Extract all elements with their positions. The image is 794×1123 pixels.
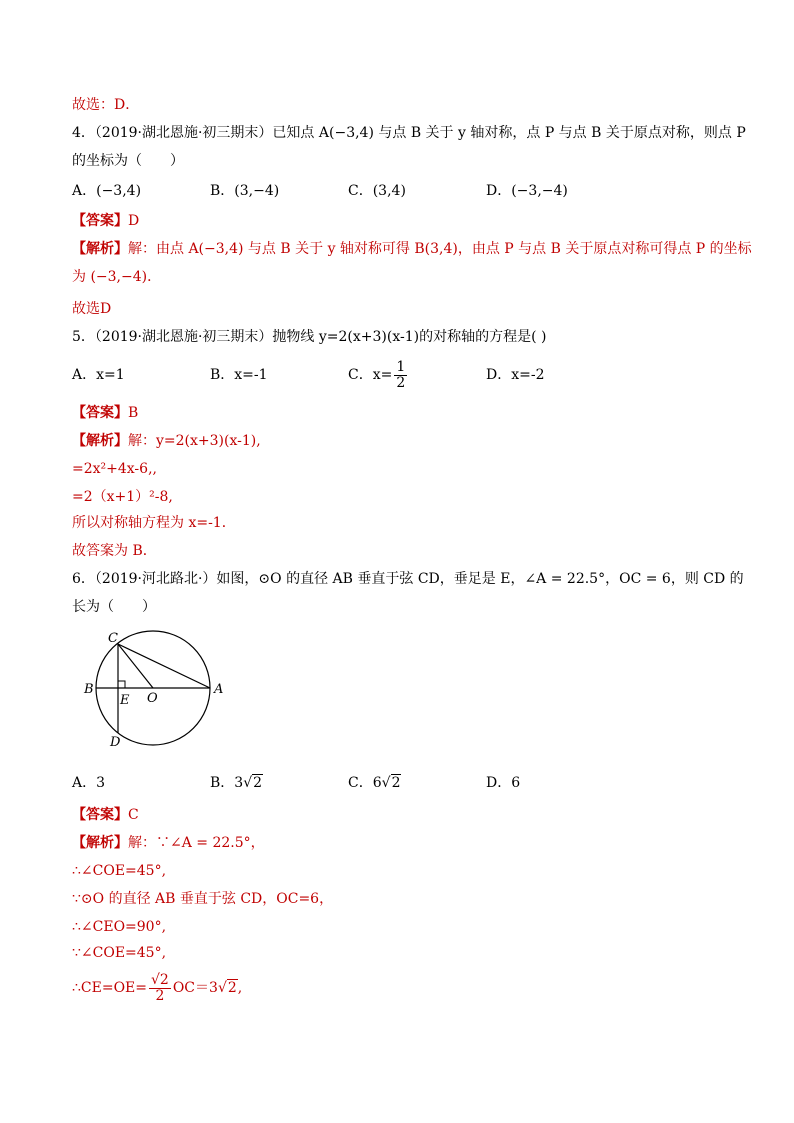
q5-analysis-text1: 解：y=2(x+3)(x-1), (128, 433, 261, 449)
q4-stem-line1: 4．（2019·湖北恩施·初三期末）已知点 A(−3,4) 与点 B 关于 y 轴对称，点 P 与点 B 关于原点对称，则点 P (72, 125, 746, 141)
right-angle-mark (118, 681, 125, 688)
q6-analysis-line5: ∵∠COE=45°, (72, 945, 167, 961)
q5-analysis-line1 (72, 432, 261, 450)
q6-option-b-prefix: B． (210, 775, 235, 791)
q6-analysis-l6-mid: OC＝ (172, 980, 210, 996)
q6-analysis-line1 (72, 834, 265, 852)
sqrt-symbol: √2 (243, 775, 263, 791)
q6-option-c-prefix: C． (348, 775, 373, 791)
q6-answer (72, 806, 139, 824)
q5-analysis-line2: =2x²+4x-6,, (72, 461, 157, 477)
previous-answer-conclusion: 故选：D． (72, 97, 140, 113)
analysis-tag: 【解析】 (72, 835, 128, 851)
q6-option-b-coef: 3 (234, 775, 244, 791)
fraction-numerator: √2 (151, 971, 169, 988)
q4-option-d: D．(−3,−4) (486, 183, 568, 199)
q5-option-a: A．x=1 (72, 367, 125, 383)
analysis-tag: 【解析】 (72, 433, 128, 449)
q4-stem-line2: 的坐标为（ ） (72, 153, 184, 169)
answer-value: B (128, 405, 139, 421)
q5-option-c (348, 354, 409, 396)
label-e: E (120, 693, 130, 708)
answer-tag: 【答案】 (72, 405, 128, 421)
fraction-denominator: 2 (155, 987, 165, 1004)
q6-analysis-line4: ∴∠CEO=90°, (72, 919, 167, 935)
q4-conclusion: 故选D (72, 301, 112, 317)
answer-tag: 【答案】 (72, 807, 128, 823)
q6-option-c-coef: 6 (372, 775, 382, 791)
q6-option-b (210, 774, 263, 792)
analysis-tag: 【解析】 (72, 241, 128, 257)
q5-option-c-prefix: C．x= (348, 367, 393, 383)
q5-analysis-line4: 所以对称轴方程为 x=-1． (72, 515, 236, 531)
q6-analysis-line6 (72, 966, 242, 1010)
sqrt-symbol: √2 (381, 775, 401, 791)
q6-stem-line1: 6．（2019·河北路北·）如图，⊙O 的直径 AB 垂直于弦 CD，垂足是 E，∠A = 22.5°，OC = 6，则 CD 的 (72, 571, 744, 587)
q5-stem: 5．（2019·湖北恩施·初三期末）抛物线 y=2(x+3)(x-1)的对称轴的方程是( ) (72, 329, 547, 345)
q6-option-c (348, 774, 401, 792)
q6-analysis-l6-coef: 3 (209, 980, 218, 996)
q6-analysis-line2: ∴∠COE=45°, (72, 863, 167, 879)
q5-analysis-line3: =2（x+1）²-8, (72, 489, 173, 505)
label-o: O (147, 691, 158, 706)
label-b: B (84, 682, 94, 697)
q6-option-d: D．6 (486, 775, 521, 791)
q6-analysis-l6-end: , (237, 980, 243, 996)
label-a: A (214, 682, 224, 697)
q5-option-c-fraction (394, 360, 407, 391)
answer-value: C (128, 807, 139, 823)
q6-analysis-text1: 解：∵∠A = 22.5°， (128, 835, 265, 851)
q4-answer (72, 212, 139, 230)
q4-option-a: A．(−3,4) (72, 183, 142, 199)
sqrt-radicand: 2 (391, 775, 401, 791)
label-d: D (110, 735, 121, 750)
answer-tag: 【答案】 (72, 213, 128, 229)
fraction-denominator: 2 (396, 374, 406, 391)
q6-analysis-l6-prefix: ∴CE=OE= (72, 980, 147, 996)
q5-conclusion: 故答案为 B． (72, 543, 157, 559)
fraction-numerator: 1 (396, 358, 406, 375)
q4-analysis-line1 (72, 240, 752, 258)
sqrt-radicand: 2 (227, 980, 237, 996)
q4-option-c: C．(3,4) (348, 183, 406, 199)
q4-option-b: B．(3,−4) (210, 183, 280, 199)
q6-stem-line2: 长为（ ） (72, 599, 156, 615)
sqrt-symbol: √2 (217, 980, 237, 996)
q5-answer (72, 404, 138, 422)
q5-option-b: B．x=-1 (210, 367, 268, 383)
answer-value: D (128, 213, 140, 229)
q5-option-d: D．x=-2 (486, 367, 545, 383)
q4-analysis-text1: 解：由点 A(−3,4) 与点 B 关于 y 轴对称可得 B(3,4)，由点 P 与点 B 关于原点对称可得点 P 的坐标 (128, 241, 752, 257)
q6-analysis-fraction (149, 973, 171, 1004)
q4-analysis-line2: 为 (−3,−4)． (72, 269, 162, 285)
sqrt-radicand: 2 (253, 775, 263, 791)
q6-circle-figure (80, 628, 230, 752)
q6-analysis-line3: ∵⊙O 的直径 AB 垂直于弦 CD，OC=6， (72, 891, 334, 907)
q6-option-a: A．3 (72, 775, 106, 791)
label-c: C (108, 631, 118, 646)
